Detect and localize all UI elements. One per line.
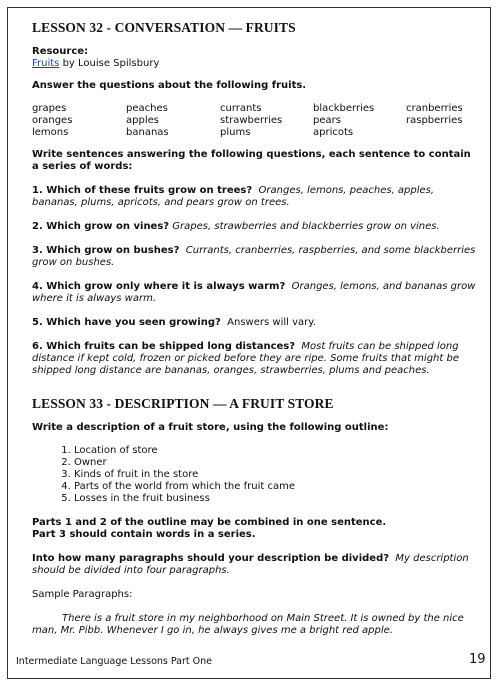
fruit-list <box>32 103 476 139</box>
fruits-instruction: Answer the questions about the following fruits. <box>32 80 307 91</box>
qa-item <box>32 281 476 305</box>
question: 3. Which grow on bushes? <box>32 245 180 256</box>
question: 6. Which fruits can be shipped long distances? <box>32 341 296 352</box>
question: 5. Which have you seen growing? <box>32 317 221 328</box>
qa-item <box>32 185 476 209</box>
footer-book-title: Intermediate Language Lessons Part One <box>16 656 213 667</box>
outline-item: 2. Owner <box>74 457 476 469</box>
sample-paragraph: There is a fruit store in my neighborhood on Main Street. It is owned by the nice man, Mr. Pibb. Whenever I go in, he always gives me a bright red apple. <box>32 613 464 636</box>
answer: Oranges, lemons, peaches, apples, bananas, plums, apricots, and pears grow on trees. <box>32 185 435 208</box>
fruit-item: oranges <box>32 115 73 126</box>
fruit-item: strawberries <box>220 115 283 126</box>
paragraph-answer: My description should be divided into four paragraphs. <box>32 553 469 576</box>
outline-item: 5. Losses in the fruit business <box>74 493 476 505</box>
answer: Grapes, strawberries and blackberries grow on vines. <box>172 221 440 232</box>
fruit-item: lemons <box>32 127 69 138</box>
fruit-item: currants <box>220 103 262 114</box>
lesson-33-title: LESSON 33 - DESCRIPTION — A FRUIT STORE <box>32 396 334 411</box>
fruit-item: raspberries <box>406 115 463 126</box>
fruit-item: grapes <box>32 103 67 114</box>
qa-item <box>32 221 476 233</box>
fruit-item: blackberries <box>313 103 375 114</box>
page-content <box>32 20 476 637</box>
qa-item <box>32 245 476 269</box>
lesson-32-title: LESSON 32 - CONVERSATION — FRUITS <box>32 20 296 35</box>
page-border <box>7 7 491 679</box>
sentence-instruction: Write sentences answering the following questions, each sentence to contain a series of words: <box>32 149 471 172</box>
question: 2. Which grow on vines? <box>32 221 170 232</box>
paragraph-question-item <box>32 553 476 577</box>
resource-link[interactable]: Fruits <box>32 58 60 69</box>
resource-line <box>32 58 476 70</box>
qa-item <box>32 341 476 377</box>
question: 1. Which of these fruits grow on trees? <box>32 185 253 196</box>
outline-item: 1. Location of store <box>74 445 476 457</box>
outline-item: 3. Kinds of fruit in the store <box>74 469 476 481</box>
fruit-item: bananas <box>126 127 169 138</box>
answer: Most fruits can be shipped long distance if kept cold, frozen or picked before they are ripe. Some fruits that might be shipped long distance are bananas, oranges, strawberries, plums and peaches. <box>32 341 459 376</box>
qa-item <box>32 317 476 329</box>
sample-label: Sample Paragraphs: <box>32 589 133 600</box>
fruit-item: apricots <box>313 127 354 138</box>
parts-note-2: Part 3 should contain words in a series. <box>32 529 256 540</box>
answer: Currants, cranberries, raspberries, and some blackberries grow on bushes. <box>32 245 476 268</box>
fruit-item: cranberries <box>406 103 463 114</box>
fruit-item: pears <box>313 115 341 126</box>
fruit-item: plums <box>220 127 251 138</box>
fruit-item: peaches <box>126 103 168 114</box>
paragraph-question: Into how many paragraphs should your description be divided? <box>32 553 390 564</box>
question: 4. Which grow only where it is always warm? <box>32 281 286 292</box>
footer-page-number: 19 <box>469 652 486 667</box>
parts-note-1: Parts 1 and 2 of the outline may be combined in one sentence. <box>32 517 387 528</box>
fruit-item <box>406 127 476 139</box>
outline-list <box>32 445 476 505</box>
outline-item: 4. Parts of the world from which the fruit came <box>74 481 476 493</box>
resource-author: by Louise Spilsbury <box>59 58 160 69</box>
resource-label: Resource: <box>32 46 89 57</box>
answer: Oranges, lemons, and bananas grow where it is always warm. <box>32 281 476 304</box>
answer: Answers will vary. <box>227 317 316 328</box>
fruit-item: apples <box>126 115 159 126</box>
fruit-store-instruction: Write a description of a fruit store, using the following outline: <box>32 422 389 433</box>
